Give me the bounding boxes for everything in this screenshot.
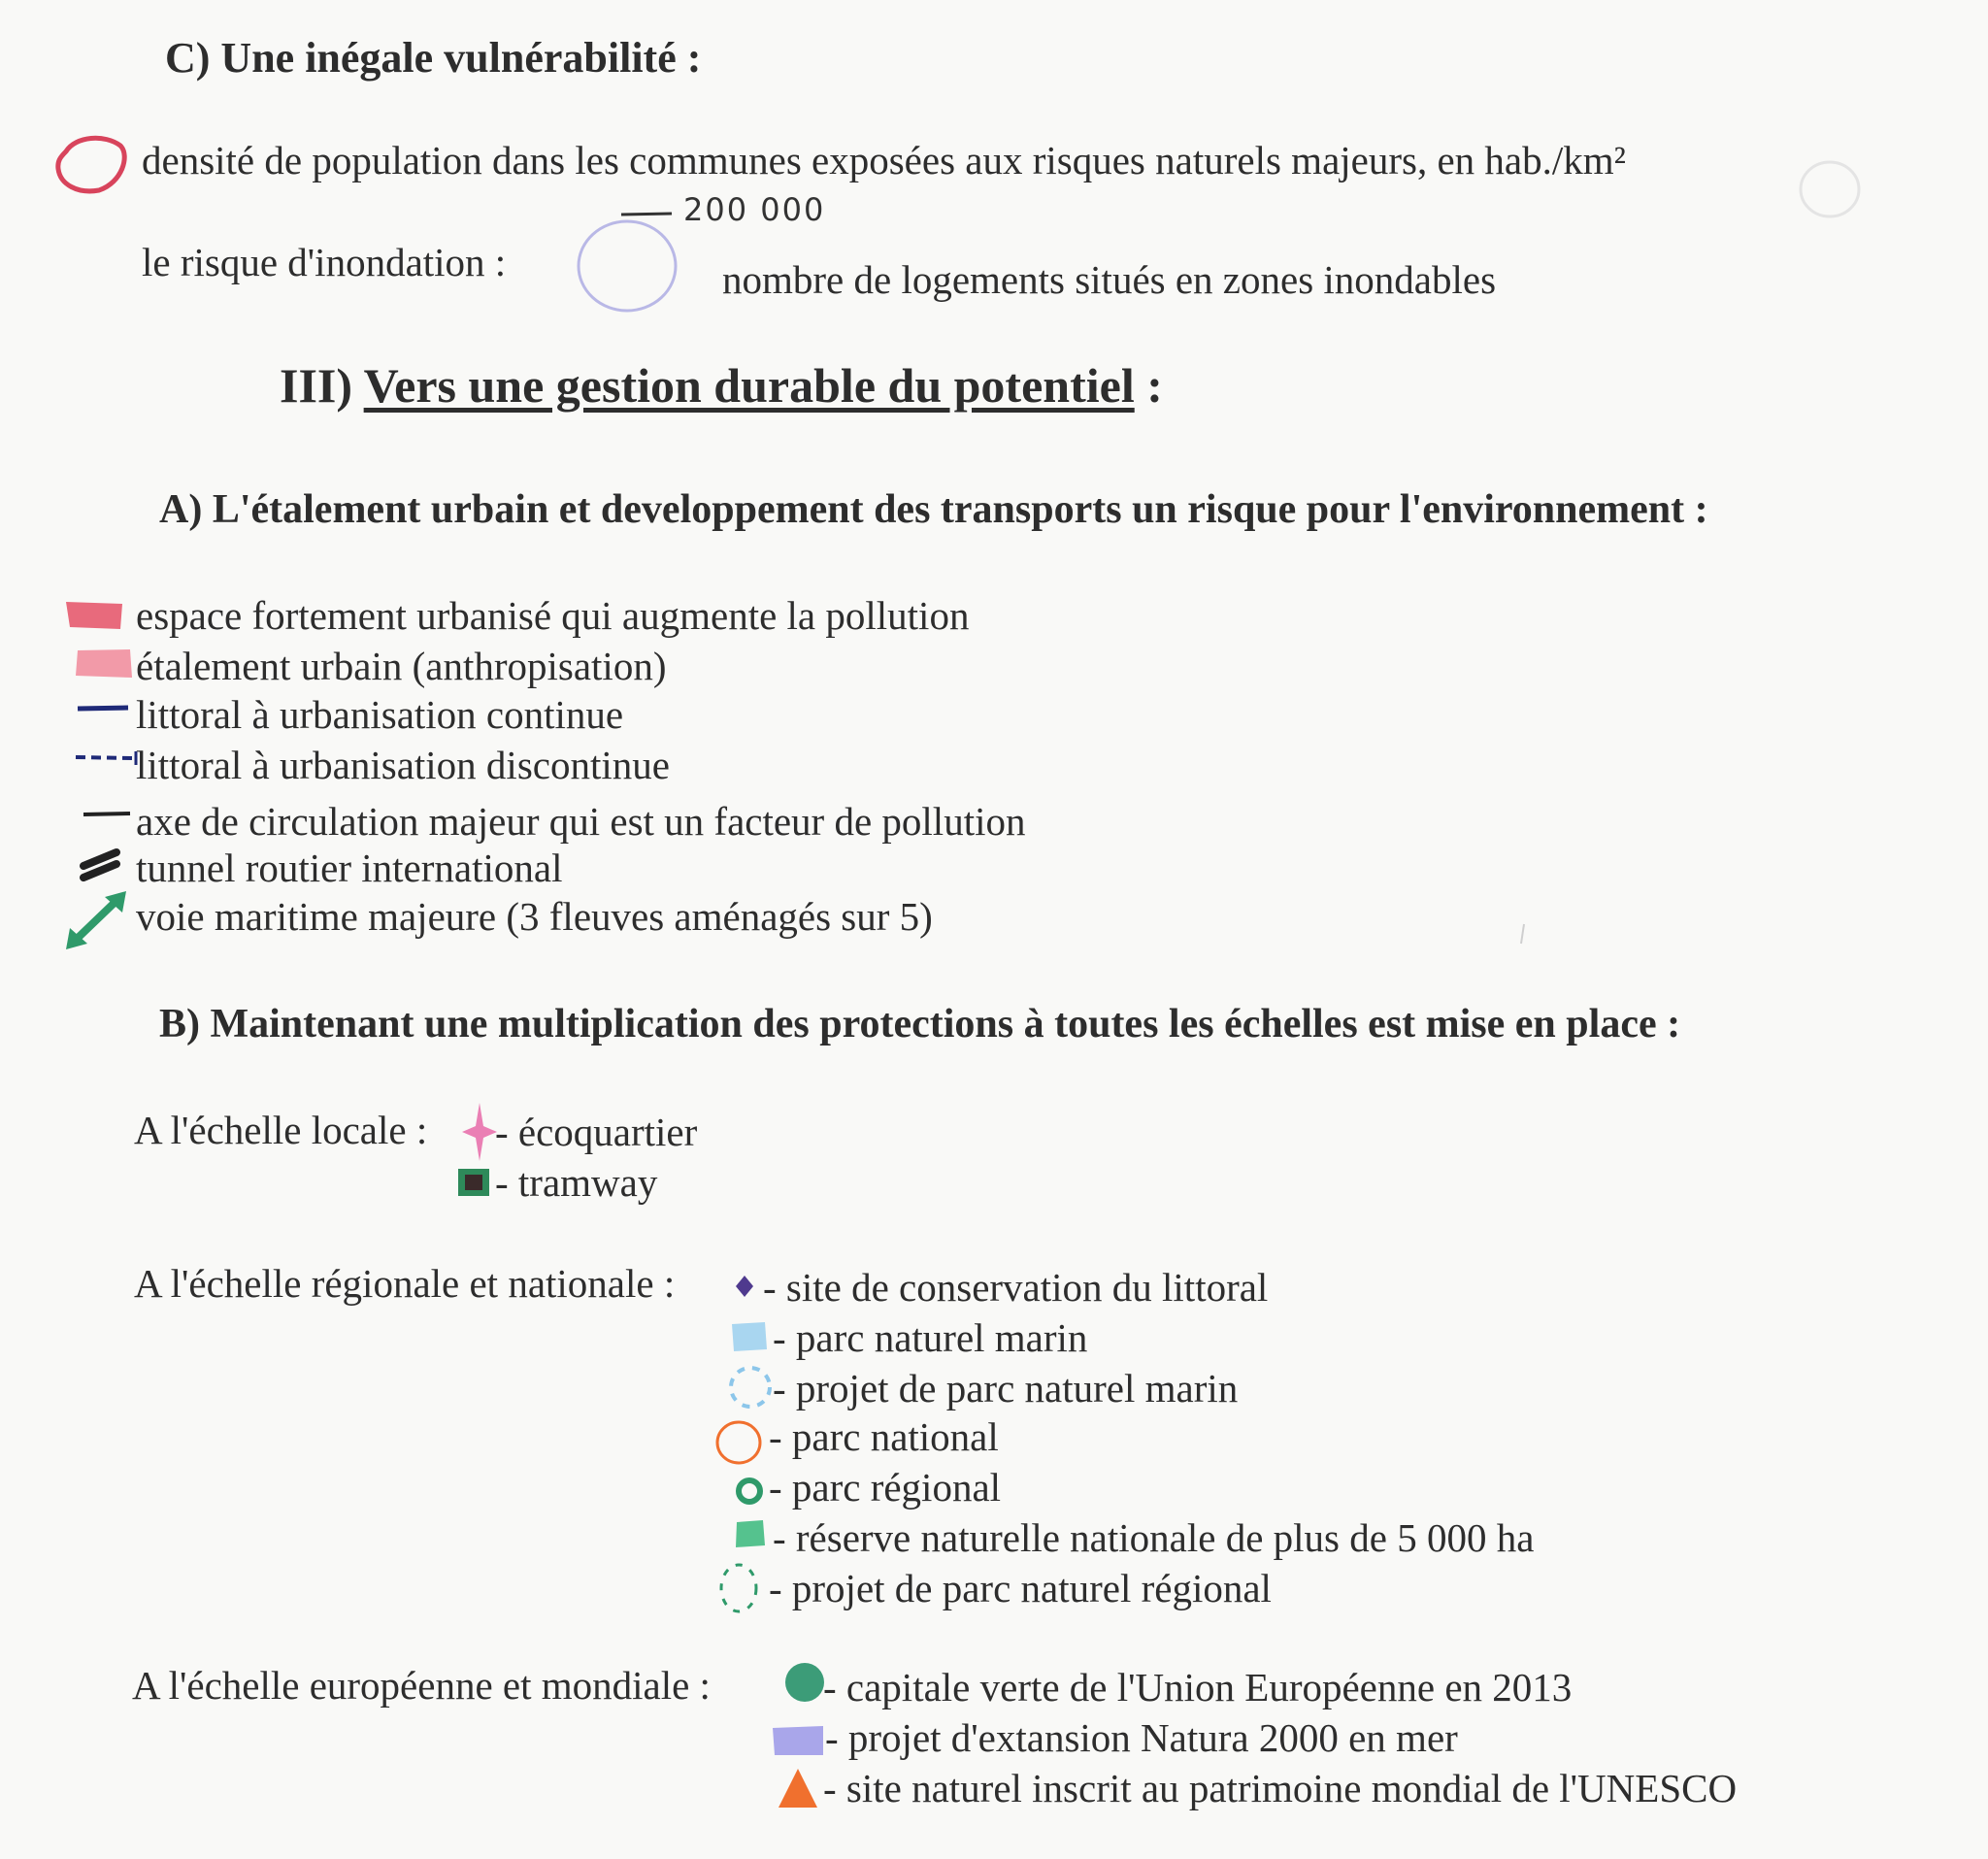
- regional-scale-label: A l'échelle régionale et nationale :: [134, 1261, 676, 1306]
- section-c-title: C) Une inégale vulnérabilité :: [165, 34, 702, 82]
- marine-park-label: - parc naturel marin: [773, 1315, 1088, 1360]
- regional-park-project-label: - projet de parc naturel régional: [769, 1566, 1272, 1610]
- orange-circle-icon: [712, 1417, 765, 1468]
- green-ring-icon: [734, 1476, 765, 1507]
- pink-fill-swatch-icon: [74, 647, 134, 681]
- maritime-route-label: voie maritime majeure (3 fleuves aménagés sur 5): [136, 894, 933, 939]
- black-line-icon: [82, 810, 132, 819]
- lavender-swatch-icon: [771, 1724, 825, 1757]
- pink-star-icon: [460, 1101, 499, 1163]
- handwritten-scale-label: 200 000: [683, 191, 826, 228]
- section-b-title: B) Maintenant une multiplication des protections à toutes les échelles est mise en place :: [159, 1002, 1681, 1046]
- dashed-green-outline-icon: [714, 1559, 763, 1617]
- density-legend-label: densité de population dans les communes exposées aux risques naturels majeurs, en hab./km²: [142, 138, 1626, 183]
- natura-2000-label: - projet d'extansion Natura 2000 en mer: [825, 1715, 1458, 1760]
- flood-risk-label: le risque d'inondation :: [142, 240, 507, 284]
- flood-legend-label: nombre de logements situés en zones inondables: [722, 257, 1497, 302]
- urbanized-space-label: espace fortement urbanisé qui augmente la pollution: [136, 593, 970, 638]
- light-blue-swatch-icon: [730, 1320, 769, 1353]
- tramway-icon: [456, 1167, 491, 1198]
- green-dot-icon: [782, 1660, 827, 1705]
- purple-diamond-icon: [734, 1274, 755, 1299]
- blue-solid-line-icon: [76, 703, 130, 714]
- national-park-label: - parc national: [769, 1414, 999, 1459]
- nature-reserve-label: - réserve naturelle nationale de plus de 5 000 ha: [773, 1515, 1535, 1560]
- section-a-title: A) L'étalement urbain et developpement des transports un risque pour l'environnement :: [159, 487, 1708, 532]
- red-fill-swatch-icon: [64, 598, 124, 633]
- red-circle-icon: [54, 132, 130, 196]
- section-iii-title: Vers une gestion durable du potentiel: [363, 358, 1135, 413]
- ecodistrict-label: - écoquartier: [495, 1110, 698, 1154]
- dashed-blue-outline-icon: [726, 1363, 775, 1411]
- regional-park-label: - parc régional: [769, 1465, 1002, 1510]
- local-scale-label: A l'échelle locale :: [134, 1108, 428, 1152]
- tunnel-icon: [78, 847, 124, 885]
- faint-circle-icon: [1796, 155, 1864, 223]
- marine-park-project-label: - projet de parc naturel marin: [773, 1366, 1239, 1411]
- tunnel-label: tunnel routier international: [136, 846, 563, 890]
- tramway-label: - tramway: [495, 1160, 658, 1205]
- green-double-arrow-icon: [62, 889, 130, 951]
- blue-dashed-line-icon: [74, 751, 142, 765]
- orange-triangle-icon: [777, 1765, 819, 1809]
- unesco-site-label: - site naturel inscrit au patrimoine mondial de l'UNESCO: [823, 1766, 1738, 1810]
- green-square-icon: [734, 1518, 767, 1549]
- flood-circle-icon: [575, 217, 681, 315]
- urban-sprawl-label: étalement urbain (anthropisation): [136, 644, 667, 688]
- section-iii-numeral: III): [280, 358, 353, 413]
- stray-mark: [1518, 922, 1528, 946]
- european-scale-label: A l'échelle européenne et mondiale :: [132, 1663, 711, 1708]
- section-iii-heading: [280, 358, 1163, 413]
- continuous-coast-label: littoral à urbanisation continue: [136, 692, 624, 737]
- traffic-axis-label: axe de circulation majeur qui est un facteur de pollution: [136, 799, 1026, 844]
- coast-conservation-label: - site de conservation du littoral: [763, 1265, 1269, 1310]
- discontinuous-coast-label: littoral à urbanisation discontinue: [136, 743, 670, 787]
- green-capital-label: - capitale verte de l'Union Européenne en 2013: [823, 1665, 1573, 1710]
- section-iii-colon: :: [1146, 358, 1163, 413]
